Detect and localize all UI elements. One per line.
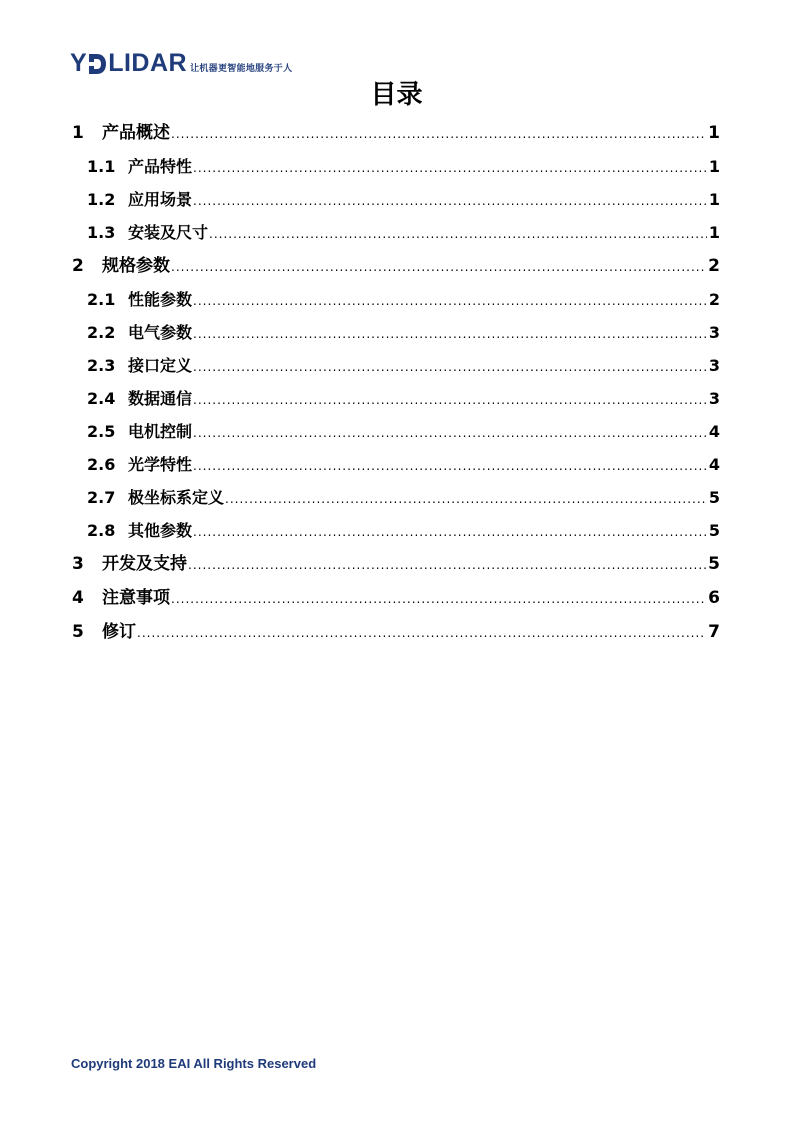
- toc-entry-label[interactable]: 开发及支持: [102, 554, 187, 574]
- toc-entry-number: 1.1: [87, 157, 116, 176]
- toc-entry-label[interactable]: 电气参数: [128, 323, 193, 342]
- toc-entry[interactable]: [72, 183, 720, 216]
- toc-dot-leader: [193, 318, 707, 351]
- toc-entry-number: 2.8: [87, 521, 116, 540]
- toc-entry-label[interactable]: 产品概述: [102, 123, 170, 143]
- toc-entry[interactable]: [72, 349, 720, 382]
- toc-entry-label[interactable]: 修订: [102, 622, 136, 642]
- toc-entry-label[interactable]: 规格参数: [102, 256, 170, 276]
- toc-dot-leader: [188, 548, 706, 582]
- toc-entry-number: 2.2: [87, 323, 116, 342]
- toc-entry-number: 2.5: [87, 422, 116, 441]
- toc-entry-label[interactable]: 产品特性: [128, 157, 193, 176]
- toc-entry-page: 1: [708, 190, 720, 209]
- toc-entry-page: 4: [708, 455, 720, 474]
- toc-entry-label[interactable]: 电机控制: [128, 422, 193, 441]
- toc-entry-number: 1: [72, 123, 84, 143]
- toc-entry[interactable]: [72, 547, 720, 581]
- toc-dot-leader: [171, 250, 706, 284]
- toc-entry-label[interactable]: 其他参数: [128, 521, 193, 540]
- toc-entry-label[interactable]: 数据通信: [128, 389, 193, 408]
- toc-entry[interactable]: [72, 283, 720, 316]
- toc-dot-leader: [193, 384, 707, 417]
- toc-entry[interactable]: [72, 316, 720, 349]
- toc-entry-label[interactable]: 接口定义: [128, 356, 193, 375]
- toc-entry-label[interactable]: 光学特性: [128, 455, 193, 474]
- toc-dot-leader: [193, 450, 707, 483]
- toc-dot-leader: [193, 152, 707, 185]
- toc-dot-leader: [171, 117, 706, 151]
- toc-dot-leader: [193, 516, 707, 549]
- copyright-footer: Copyright 2018 EAI All Rights Reserved: [71, 1056, 317, 1071]
- toc-entry-number: 2.7: [87, 488, 116, 507]
- logo-wordmark: [70, 51, 187, 76]
- toc-entry-page: 3: [708, 389, 720, 408]
- toc-entry-page: 1: [708, 123, 720, 143]
- toc-entry-label[interactable]: 安装及尺寸: [128, 223, 209, 242]
- table-of-contents: [72, 116, 720, 649]
- toc-dot-leader: [193, 351, 707, 384]
- toc-entry[interactable]: [72, 581, 720, 615]
- toc-entry-number: 3: [72, 554, 84, 574]
- toc-entry[interactable]: [72, 415, 720, 448]
- toc-entry-label[interactable]: 性能参数: [128, 290, 193, 309]
- toc-entry-page: 1: [708, 223, 720, 242]
- toc-entry-number: 2.4: [87, 389, 116, 408]
- toc-dot-leader: [137, 616, 706, 650]
- toc-entry[interactable]: [72, 249, 720, 283]
- logo-suffix: LIDAR: [108, 49, 188, 77]
- toc-entry-number: 2.6: [87, 455, 116, 474]
- toc-entry-number: 1.3: [87, 223, 116, 242]
- logo-d-mark-icon: [88, 53, 107, 75]
- logo-slogan: 让机器更智能地服务于人: [190, 64, 293, 74]
- toc-dot-leader: [209, 218, 707, 251]
- toc-entry-page: 3: [708, 323, 720, 342]
- toc-entry-page: 5: [708, 488, 720, 507]
- toc-entry-label[interactable]: 应用场景: [128, 190, 193, 209]
- toc-entry-page: 5: [708, 554, 720, 574]
- page-title: 目录: [370, 80, 423, 110]
- toc-entry[interactable]: [72, 216, 720, 249]
- toc-entry[interactable]: [72, 615, 720, 649]
- ydlidar-logo: [70, 46, 292, 76]
- toc-entry-number: 1.2: [87, 190, 116, 209]
- toc-entry-label[interactable]: 极坐标系定义: [128, 488, 225, 507]
- toc-entry-page: 5: [708, 521, 720, 540]
- toc-entry[interactable]: [72, 448, 720, 481]
- toc-entry-number: 2.3: [87, 356, 116, 375]
- toc-entry[interactable]: [72, 514, 720, 547]
- toc-entry-number: 4: [72, 588, 84, 608]
- toc-entry-number: 2: [72, 256, 84, 276]
- toc-entry-page: 6: [708, 588, 720, 608]
- logo-prefix: Y: [70, 49, 88, 77]
- toc-entry-label[interactable]: 注意事项: [102, 588, 170, 608]
- toc-entry-page: 3: [708, 356, 720, 375]
- toc-entry-page: 2: [708, 290, 720, 309]
- toc-dot-leader: [193, 417, 707, 450]
- toc-entry-number: 5: [72, 622, 84, 642]
- toc-entry[interactable]: [72, 382, 720, 415]
- toc-entry-page: 4: [708, 422, 720, 441]
- toc-entry[interactable]: [72, 481, 720, 514]
- toc-dot-leader: [225, 483, 707, 516]
- toc-dot-leader: [171, 582, 706, 616]
- toc-entry-number: 2.1: [87, 290, 116, 309]
- toc-entry-page: 2: [708, 256, 720, 276]
- toc-entry[interactable]: [72, 150, 720, 183]
- toc-dot-leader: [193, 285, 707, 318]
- toc-dot-leader: [193, 185, 707, 218]
- toc-entry-page: 7: [708, 622, 720, 642]
- toc-entry-page: 1: [708, 157, 720, 176]
- toc-entry[interactable]: [72, 116, 720, 150]
